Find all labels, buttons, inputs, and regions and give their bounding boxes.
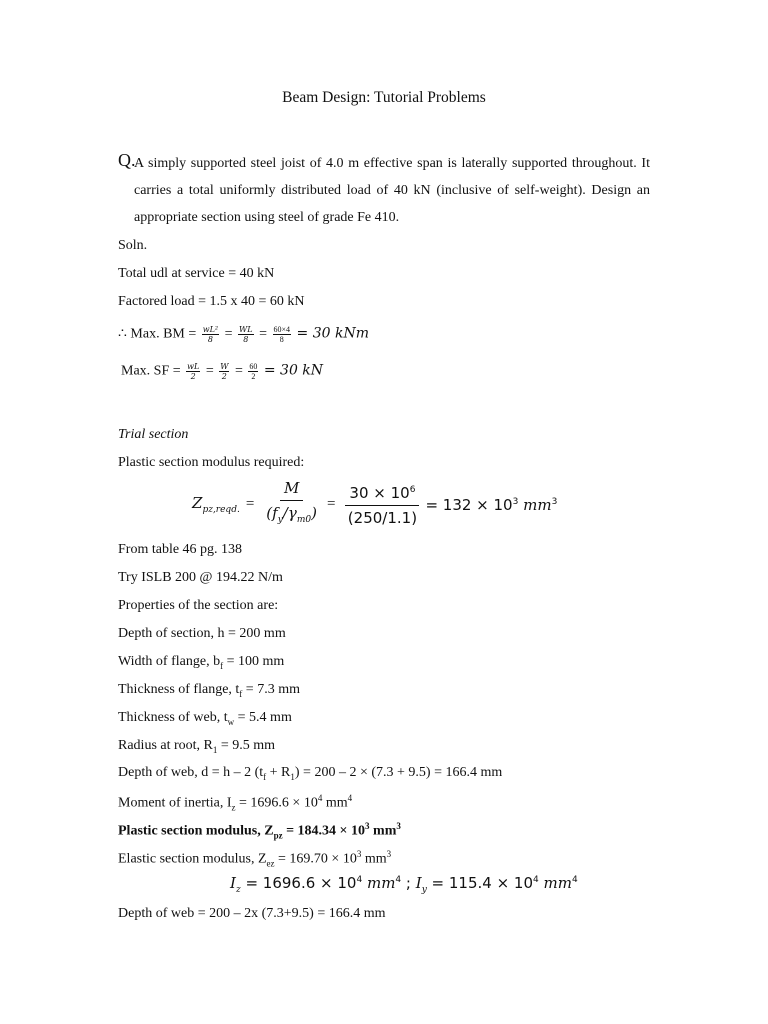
bm-prefix: ∴ Max. BM = xyxy=(118,326,197,342)
trial-section-heading: Trial section xyxy=(118,427,189,442)
sf-prefix: Max. SF = xyxy=(121,363,181,379)
zpz-result: = $132 \times 10^3$ $mm^3$ xyxy=(425,495,558,514)
bm-fraction-2: $\frac{WL}{8}$ xyxy=(239,325,253,344)
from-table-line: From table 46 pg. 138 xyxy=(118,542,243,557)
max-sf-line: Max. SF = $\frac{wL}{2}$ = $\frac{W}{2}$ = $\frac{60}{2}$ = 30 kN xyxy=(121,362,324,381)
zpz-equation: $Z_{pz,reqd.}$ = $\frac{M}{(f_y/\gamma_{m0})}$ = $\frac{30 \times 10^6}{(250/1.1)}$ = $132 \times 10^3$ $mm^3$ xyxy=(192,478,557,531)
bm-result: = 30 kNm xyxy=(296,325,369,342)
question-text: A simply supported steel joist of 4.0 m effective span is laterally supported throughout. It carries a total uniformly distributed load of 40 kN (inclusive of self-weight). Design an appropriate section using steel of grade Fe 410. xyxy=(134,156,650,225)
try-islb-line: Try ISLB 200 @ 194.22 N/m xyxy=(118,570,283,585)
depth-web-line-2: Depth of web = 200 – 2x (7.3+9.5) = 166.4 mm xyxy=(118,906,386,921)
inertia-equation: $I_z = 1696.6 \times 10^4$ $mm^4$ ; $I_y = 115.4 \times 10^4$ $mm^4$ xyxy=(230,874,578,895)
depth-section-line: Depth of section, h = 200 mm xyxy=(118,626,286,641)
bm-fraction-1: $\frac{\text{wL²}}{8}$ xyxy=(202,325,219,344)
zpz-fraction-1: $\frac{M}{(f_y/\gamma_{m0})}$ xyxy=(266,479,317,525)
question-label: Q. xyxy=(118,150,136,170)
sf-fraction-2: $\frac{W}{2}$ xyxy=(220,362,229,381)
max-bm-line: ∴ Max. BM = $\frac{\text{wL²}}{8}$ = $\frac{WL}{8}$ = $\frac{60\times 4}{8}$ = 30 kNm xyxy=(118,325,369,344)
properties-line: Properties of the section are: xyxy=(118,598,279,613)
plastic-modulus-line: Plastic section modulus, $Z_{pz} = 184.34 \times 10^3$ $mm^3$ xyxy=(118,821,401,841)
page-title: Beam Design: Tutorial Problems xyxy=(282,89,486,106)
thickness-flange-line: Thickness of flange, $t_f = 7.3$ mm xyxy=(118,682,300,699)
thickness-web-line: Thickness of web, $t_w = 5.4$ mm xyxy=(118,710,292,727)
total-udl-line: Total udl at service = 40 kN xyxy=(118,266,275,281)
plastic-required-line: Plastic section modulus required: xyxy=(118,455,305,470)
factored-load-line: Factored load = 1.5 x 40 = 60 kN xyxy=(118,294,305,309)
soln-label: Soln. xyxy=(118,238,148,253)
zpz-fraction-2: $\frac{30 \times 10^6}{(250/1.1)}$ xyxy=(345,480,419,529)
radius-root-line: Radius at root, $R_1 = 9.5$ mm xyxy=(118,738,276,755)
sf-fraction-3: $\frac{60}{2}$ xyxy=(249,362,258,381)
elastic-modulus-line: Elastic section modulus, $Z_{ez} = 169.70 \times 10^3$ $mm^3$ xyxy=(118,849,392,869)
width-flange-line: Width of flange, $b_f = 100$ mm xyxy=(118,654,285,671)
sf-result: = 30 kN xyxy=(263,362,324,379)
moment-inertia-line: Moment of inertia, $I_z = 1696.6 \times 10^4$ $mm^4$ xyxy=(118,793,353,813)
sf-fraction-1: $\frac{wL}{2}$ xyxy=(187,362,200,381)
depth-web-line: Depth of web, d = h – 2 $(t_f + R_1) = 200 - 2 \times (7.3 + 9.5) = 166.4$ mm xyxy=(118,765,503,782)
bm-fraction-3: $\frac{60\times 4}{8}$ xyxy=(273,325,291,344)
